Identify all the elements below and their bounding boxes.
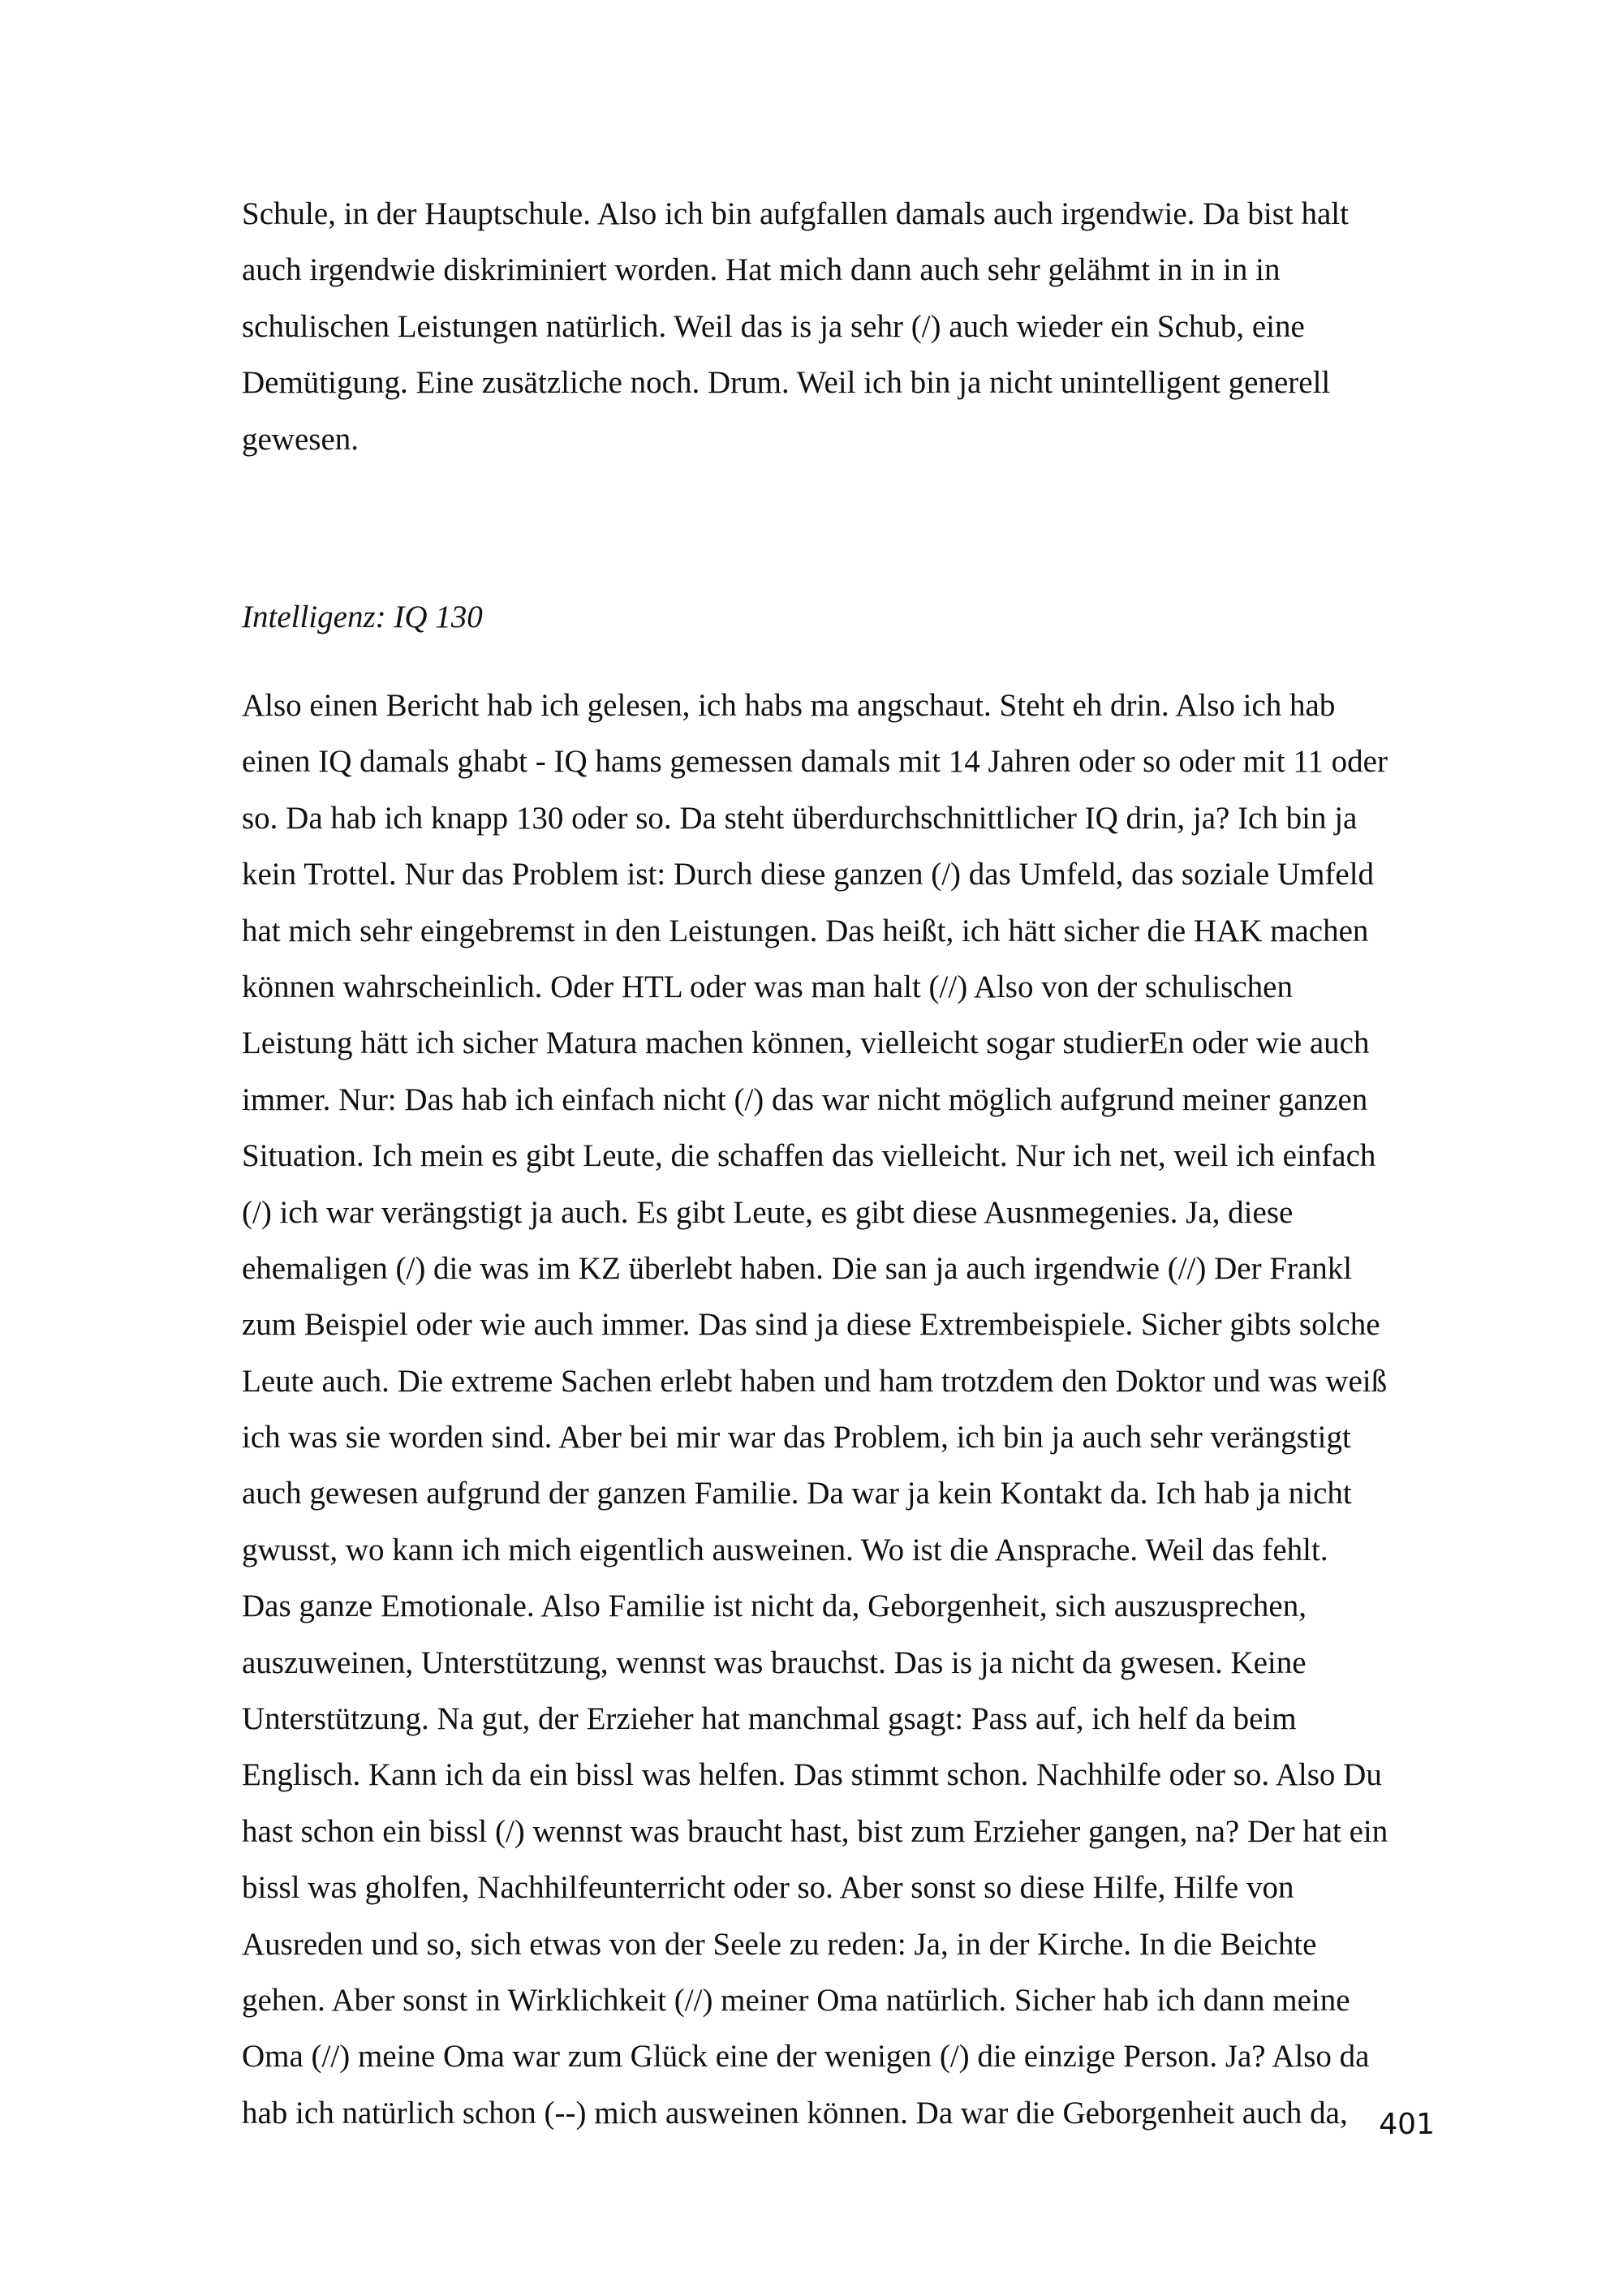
page-number: 401 — [1379, 2108, 1435, 2141]
text-line: Also einen Bericht hab ich gelesen, ich habs ma angschaut. Steht eh drin. Also ich hab — [242, 688, 1336, 723]
text-line: hat mich sehr eingebremst in den Leistungen. Das heißt, ich hätt sicher die HAK machen — [242, 913, 1369, 948]
text-line: Schule, in der Hauptschule. Also ich bin aufgfallen damals auch irgendwie. Da bist halt — [242, 196, 1349, 231]
text-line: bissl was gholfen, Nachhilfeunterricht oder so. Aber sonst so diese Hilfe, Hilfe von — [242, 1870, 1294, 1906]
text-line: hast schon ein bissl (/) wennst was braucht hast, bist zum Erzieher gangen, na? Der hat ein — [242, 1813, 1388, 1849]
text-line: Das ganze Emotionale. Also Familie ist nicht da, Geborgenheit, sich auszusprechen, — [242, 1589, 1307, 1624]
text-line: hab ich natürlich schon (--) mich ausweinen können. Da war die Geborgenheit auch da, — [242, 2095, 1348, 2130]
paragraph-2 — [242, 677, 1443, 2141]
text-line: zum Beispiel oder wie auch immer. Das sind ja diese Extrembeispiele. Sicher gibts solche — [242, 1307, 1380, 1343]
text-line: gehen. Aber sonst in Wirklichkeit (//) meiner Oma natürlich. Sicher hab ich dann meine — [242, 1982, 1350, 2018]
text-line: gewesen. — [242, 421, 359, 457]
section-heading: Intelligenz: IQ 130 — [242, 600, 483, 634]
text-line: Leistung hätt ich sicher Matura machen können, vielleicht sogar studierEn oder wie auch — [242, 1025, 1370, 1061]
text-line: Ausreden und so, sich etwas von der Seele zu reden: Ja, in der Kirche. In die Beichte — [242, 1926, 1317, 1962]
text-line: auch gewesen aufgrund der ganzen Familie. Da war ja kein Kontakt da. Ich hab ja nicht — [242, 1476, 1352, 1511]
text-line: so. Da hab ich knapp 130 oder so. Da steht überdurchschnittlicher IQ drin, ja? Ich bin ja — [242, 800, 1358, 836]
text-line: auszuweinen, Unterstützung, wennst was brauchst. Das is ja nicht da gwesen. Keine — [242, 1645, 1307, 1680]
text-line: kein Trottel. Nur das Problem ist: Durch diese ganzen (/) das Umfeld, das soziale Umfeld — [242, 857, 1375, 892]
text-line: ehemaligen (/) die was im KZ überlebt haben. Die san ja auch irgendwie (//) Der Frankl — [242, 1250, 1353, 1286]
text-line: Unterstützung. Na gut, der Erzieher hat manchmal gsagt: Pass auf, ich helf da beim — [242, 1701, 1297, 1737]
text-line: schulischen Leistungen natürlich. Weil das is ja sehr (/) auch wieder ein Schub, eine — [242, 308, 1305, 344]
text-line: auch irgendwie diskriminiert worden. Hat mich dann auch sehr gelähmt in in in in — [242, 252, 1281, 288]
text-line: ich was sie worden sind. Aber bei mir war das Problem, ich bin ja auch sehr verängstigt — [242, 1420, 1351, 1455]
text-line: Englisch. Kann ich da ein bissl was helfen. Das stimmt schon. Nachhilfe oder so. Also Du — [242, 1757, 1382, 1793]
text-line: einen IQ damals ghabt - IQ hams gemessen damals mit 14 Jahren oder so oder mit 11 oder — [242, 744, 1388, 780]
text-line: Situation. Ich mein es gibt Leute, die schaffen das vielleicht. Nur ich net, weil ich einfach — [242, 1138, 1376, 1174]
text-line: Demütigung. Eine zusätzliche noch. Drum. Weil ich bin ja nicht unintelligent generell — [242, 365, 1331, 401]
text-line: (/) ich war verängstigt ja auch. Es gibt Leute, es gibt diese Ausnmegenies. Ja, diese — [242, 1194, 1294, 1230]
paragraph-1 — [242, 186, 1443, 467]
text-line: immer. Nur: Das hab ich einfach nicht (/) das war nicht möglich aufgrund meiner ganzen — [242, 1081, 1368, 1117]
text-line: gwusst, wo kann ich mich eigentlich ausweinen. Wo ist die Ansprache. Weil das fehlt. — [242, 1532, 1328, 1567]
text-line: Oma (//) meine Oma war zum Glück eine der wenigen (/) die einzige Person. Ja? Also da — [242, 2039, 1370, 2075]
text-line: Leute auch. Die extreme Sachen erlebt haben und ham trotzdem den Doktor und was weiß — [242, 1363, 1388, 1399]
text-line: können wahrscheinlich. Oder HTL oder was man halt (//) Also von der schulischen — [242, 969, 1293, 1004]
